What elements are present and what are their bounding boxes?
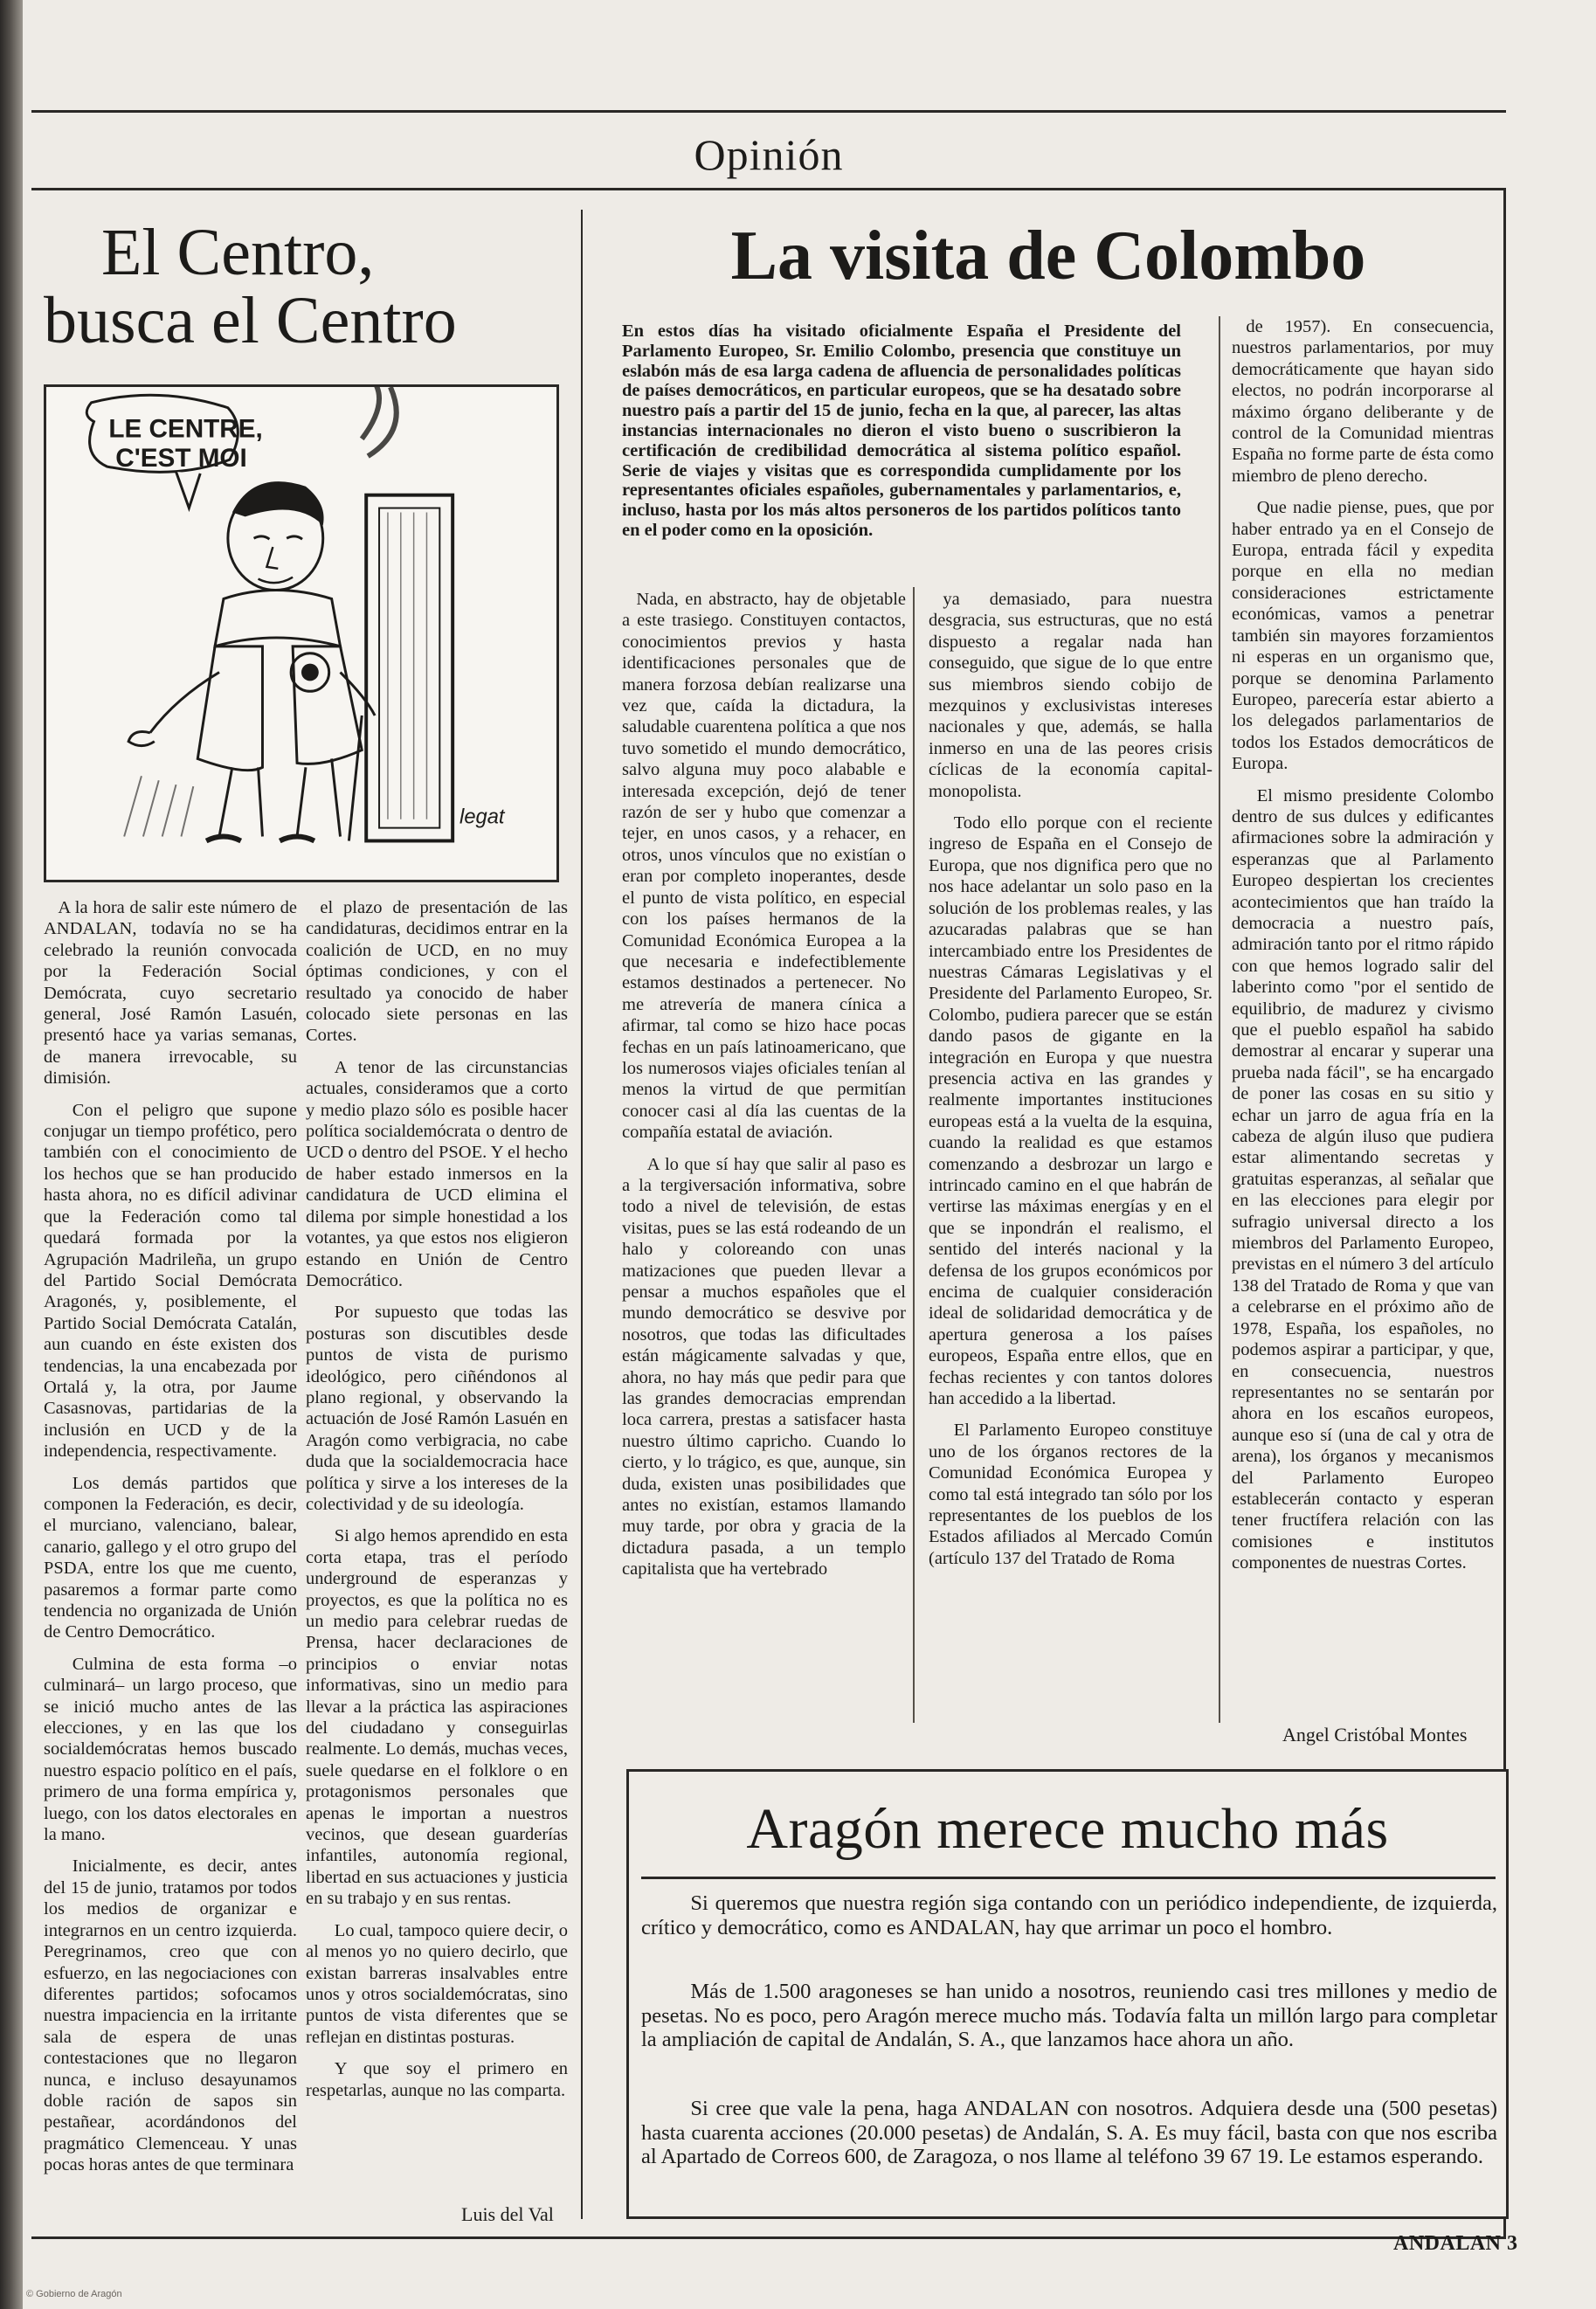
paragraph: Inicialmente, es decir, antes del 15 de junio, tratamos por todos los medios de organizar e integrarnos en un centro izquierda. Peregrinamos, creo que con esfuerzo, en las negociaciones con diferentes partidos; sofocamos nuestra impaciencia en la irritante sala de espera de unas contestaciones que no llegaron nunca, e incluso desayunamos doble ración de sapos sin pestañear, acordándonos del pragmático Clemenceau. Y unas pocas horas antes de que terminara: [44, 1856, 297, 2175]
paragraph: El mismo presidente Colombo dentro de sus dulces y edificantes afirmaciones sobre la admiración y esperanzas que al Parlamento Europeo despiertan los crecientes acontecimientos que han traído la democracia a nuestro país, admiración tanto por el ritmo rápido con que hemos logrado salir del laberinto como "por el sentido de equilibrio, de madurez y civismo que el pueblo español ha sabido demostrar al encarar y superar una prueba nada fácil", se ha encargado de poner las cosas en su sitio y echar un jarro de agua fría en la cabeza de algún iluso que pudiera estar alimentando secretas y gratuitas esperanzas, al señalar que en las elecciones para elegir por sufragio universal directo a los miembros del Parlamento Europeo, previstas en el número 3 del artículo 138 del Tratado de Roma y que van a celebrarse en el próximo año de 1978, España, los españoles, no podemos aspirar a participar, y que, en consecuencia, nuestros representantes no se sentarán por ahora en los escaños europeos, aunque eso sí (una de cal y otra de arena), los órganos y mecanismos del Parlamento Europeo establecerán contacto y esperan tener fructífera relación con las comisiones e institutos componentes de nuestras Cortes.: [1232, 785, 1494, 1573]
speech-line2: C'EST MOI: [115, 444, 247, 474]
right-article-col-c: [1232, 316, 1494, 1585]
paragraph: Por supuesto que todas las posturas son discutibles desde puntos de vista de purismo ideológico, pero ciñéndonos al plano regional, y observando la actuación de José Ramón Lasuén en Aragón como verbigracia, no cabe duda que la socialdemocracia hace política y sirve a los intereses de la colectividad y de su ideología.: [306, 1303, 568, 1514]
paragraph: Que nadie piense, pues, que por haber entrado ya en el Consejo de Europa, entrada fácil y expedita porque en ella no median consideraciones estrictamente económicas, vamos a penetrar también sin mayores forzamientos ni esperas en un organismo que, porque se denomina Parlamento Europeo, parecería estar abierto a los delegados parlamentarios de todos los Estados democráticos de Europa.: [1232, 498, 1494, 774]
paragraph: Y que soy el primero en respetarlas, aunque no las comparta.: [306, 2059, 568, 2100]
paragraph: A tenor de las circunstancias actuales, consideramos que a corto y medio plazo sólo es posible hacer política socialdemócrata o dentro de UCD o dentro del PSOE. Y el hecho de haber estado inmersos en la candidatura de UCD elimina el dilema por simple honestidad a los votantes, ya que estos nos eligieron estando en Unión de Centro Democrático.: [306, 1057, 568, 1290]
paragraph: Todo ello porque con el reciente ingreso de España en el Consejo de Europa, que nos dignifica pero que no nos hace adelantar un solo paso en la solución de los problemas reales, y las azucaradas palabras que se han intercambiado entre los Presidentes de nuestras Cámaras Legislativas y el Presidente del Parlamento Europeo, Sr. Colombo, pudiera parecer que se están dando pasos de gigante en la integración en Europa y que nuestra presencia activa en las grandes y realmente importantes instituciones europeas está a la vuelta de la esquina, cuando la realidad es que estamos comenzando a desbrozar un largo e intrincado camino en el que habrán de vertirse las máximas energías y en el que se inpondrán el realismo, el sentido del interés nacional y la defensa de los grupos económicos por encima de cualquier consideración ideal de solidaridad democrática y de apertura generosa a los países europeos, España entre ellos, que en fechas recientes y con tantos dolores han accedido a la libertad.: [929, 813, 1213, 1409]
right-article-col-a: [622, 589, 906, 1591]
speech-line1: LE CENTRE,: [108, 414, 263, 444]
left-headline: [44, 218, 568, 356]
column-divider: [1219, 316, 1220, 1723]
paragraph: Lo cual, tampoco quiere decir, o al menos yo no quiero decirlo, que existan barreras insalvables entre unos y otros socialdemócratas, sino puntos de vista diferentes que se reflejan en distintas posturas.: [306, 1920, 568, 2047]
paragraph: ya demasiado, para nuestra desgracia, sus estructuras, que no está dispuesto a regalar nada han conseguido, que sigue de lo que entre sus miembros siendo cobijo de mezquinos y exclusivistas intereses nacionales y que, además, se halla inmerso en una de las peores crisis cíclicas de la economía capital-monopolista.: [929, 590, 1213, 801]
ad-title: Aragón merece mucho más: [746, 1797, 1389, 1861]
right-article-col-b: [929, 589, 1213, 1580]
right-lead: En estos días ha visitado oficialmente España el Presidente del Parlamento Europeo, Sr. Emilio Colombo, presencia que constituye un eslabón más de esa larga cadena de afluencia de personalidades políticas de países democráticos, en particular europeos, que se ha desatado sobre nuestro país a partir del 15 de junio, fecha en la que, al parecer, las altas instancias internacionales no dieron el visto bueno o suscribieron la certificación de credibilidad democrática al sistema político español. Serie de viajes y visitas que es correspondida cumplidamente por los representantes oficiales españoles, gubernamentales y parlamentarios, e, incluso, hasta por los más altos personeros de los partidos políticos tanto en el poder como en la oposición.: [622, 321, 1181, 540]
paragraph: el plazo de presentación de las candidaturas, decidimos entrar en la coalición de UCD, en no muy óptimas condiciones, y con el resultado ya conocido de haber colocado siete personas en las Cortes.: [306, 898, 568, 1046]
editorial-cartoon: [44, 384, 559, 882]
cartoon-signature: legat: [459, 805, 505, 829]
top-rule: [31, 110, 1506, 113]
paragraph: Los demás partidos que componen la Federación, es decir, el murciano, valenciano, balear, canario, gallego y el otro grupo del PSDA, entre los que me cuento, pasaremos a formar parte como tendencia no organizada de Unión de Centro Democrático.: [44, 1473, 297, 1642]
paragraph: Nada, en abstracto, hay de objetable a este trasiego. Constituyen contactos, conocimientos previos y hasta identificaciones personales que de manera forzosa debían realizarse una vez que, caída la dictadura, la saludable cuarentena política a que nos tuvo sometido el mundo democrático, salvo alguna muy poco alabable e interesada excepción, dejó de tener razón de ser y hubo que comenzar a tejer, en unos casos, y a rehacer, en otros, unos vínculos que no existían o eran por completo inoperantes, desde el punto de vista político, en especial con los países hermanos de la Comunidad Económica Europea a la que necesaria e indefectiblemente estamos destinados a pertenecer. No me atrevería de manera cínica a afirmar, tal como se hizo hace pocas fechas en un país latinoamericano, que los numerosos viajes oficiales tenían al menos la virtud de que permitían conocer casi al día las cuentas de la compañía estatal de aviación.: [622, 590, 906, 1143]
paragraph: A lo que sí hay que salir al paso es a la tergiversación informativa, sobre todo a nivel de televisión, de estas visitas, pues se las está rodeando de un halo y coloreando con unas matizaciones que pueden llevar a pensar a muchos españoles que el mundo democrático se desvive por nosotros, que todas las dificultades están mágicamente salvadas y que, ahora, no hay más que pedir para que las grandes democracias emprendan loca carrera, prestas a satisfacer hasta nuestro último capricho. Cuando lo cierto, y lo trágico, es que, aunque, sin duda, existen unas posibilidades que antes no existían, estamos llamando muy tarde, por obra y gracia de la dictadura pasada, a un templo capitalista que ha vertebrado: [622, 1154, 906, 1580]
archive-credit: © Gobierno de Aragón: [26, 2289, 122, 2299]
section-label: Opinión: [694, 130, 844, 179]
paragraph: Si algo hemos aprendido en esta corta etapa, tras el período underground de esperanzas y proyectos, es que la política no es un medio para celebrar ruedas de Prensa, hacer declaraciones de principios o enviar notas informativas, sino un medio para llevar a la práctica las aspiraciones del ciudadano y conseguirlas realmente. Lo demás, muchas veces, suele quedarse en el folklore o en protagonismos personales que apenas le importan a nuestros vecinos, que desean guarderías infantiles, autonomía regional, libertad en sus actuaciones y justicia en su trabajo y en sus rentas.: [306, 1526, 568, 1909]
right-headline: La visita de Colombo: [730, 218, 1366, 294]
ad-paragraph-2: Más de 1.500 aragoneses se han unido a nosotros, reuniendo casi tres millones y medio de pesetas. No es poco, pero Aragón merece mucho más. Todavía falta un millón largo para completar la ampliación de capital de Andalán, S. A., que lanzamos hace ahora un año.: [641, 1980, 1497, 2051]
left-headline-line1: El Centro,: [101, 216, 375, 289]
cartoon-drawing: [46, 387, 556, 880]
left-article-col2: [306, 897, 568, 2112]
ad-box: [626, 1769, 1509, 2219]
book-spine-shadow: [0, 0, 23, 2309]
left-article-col1: [44, 897, 297, 2187]
left-byline: Luis del Val: [461, 2203, 554, 2225]
paragraph: Con el peligro que supone conjugar un tiempo profético, pero también con el conocimiento de los hechos que se han producido hasta ahora, no es difícil adivinar que la Federación como tal quedará formada por la Agrupación Madrileña, un grupo del Partido Social Demócrata Aragonés, y, posiblemente, el Partido Social Demócrata Catalán, aun cuando en éste existen dos tendencias, la una encabezada por Ortalá y, la otra, por Jaume Casasnovas, partidarias de la inclusión en UCD y de la independencia, respectivamente.: [44, 1100, 297, 1462]
paragraph: de 1957). En consecuencia, nuestros parlamentarios, por muy democráticamente que hayan sido electos, no podrán incorporarse al máximo órgano deliberante y de control de la Comunidad mientras España no forme parte de ésta como miembro de pleno derecho.: [1232, 317, 1494, 486]
paragraph: Culmina de esta forma –o culminará– un largo proceso, que se inició mucho antes de las elecciones, y en las que los socialdemócratas hemos buscado nuestro espacio político en el país, primero de una forma empírica y, luego, con los datos electorales en la mano.: [44, 1654, 297, 1845]
column-divider: [913, 587, 915, 1723]
right-byline: Angel Cristóbal Montes: [1282, 1724, 1468, 1746]
ad-paragraph-1: Si queremos que nuestra región siga contando con un periódico independiente, de izquierda, crítico y democrático, como es ANDALAN, hay que arrimar un poco el hombro.: [641, 1891, 1497, 1939]
ad-title-rule: [641, 1877, 1496, 1879]
paragraph: A la hora de salir este número de ANDALAN, todavía no se ha celebrado la reunión convocada por la Federación Social Demócrata, cuyo secretario general, José Ramón Lasuén, presentó hace ya varias semanas, de manera irrevocable, su dimisión.: [44, 898, 297, 1089]
column-divider: [581, 210, 583, 2219]
ad-paragraph-3: Si cree que vale la pena, haga ANDALAN con nosotros. Adquiera desde una (500 pesetas) hasta cuarenta acciones (20.000 pesetas) de Andalán, S. A. Es muy fácil, basta con que nos escriba al Apartado de Correos 600, de Zaragoza, o nos llame al teléfono 39 67 19. Le estamos esperando.: [641, 2097, 1497, 2168]
page-folio: ANDALAN 3: [1393, 2232, 1518, 2255]
left-headline-line2: busca el Centro: [44, 284, 457, 358]
paragraph: El Parlamento Europeo constituye uno de los órganos rectores de la Comunidad Económica Europea y como tal está integrado tan sólo por los representantes de los pueblos de los Estados afiliados al Mercado Común (artículo 137 del Tratado de Roma: [929, 1421, 1213, 1568]
